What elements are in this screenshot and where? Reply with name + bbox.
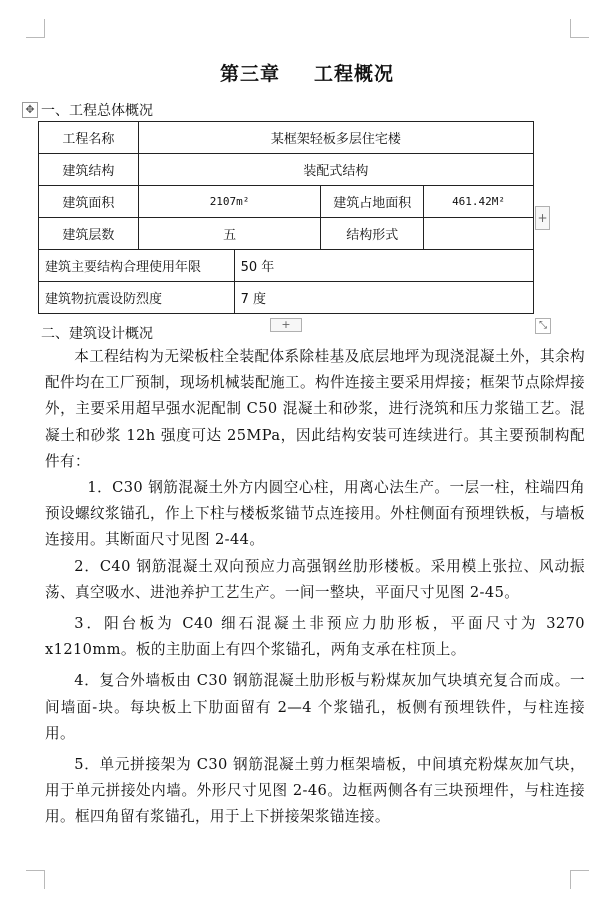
table-cell-value[interactable]: 50 年 — [234, 250, 533, 282]
table-resize-icon[interactable]: ⤡ — [535, 318, 551, 334]
table-cell-label[interactable]: 建筑占地面积 — [321, 186, 424, 218]
table-cell-value[interactable]: 461.42M² — [424, 186, 534, 218]
design-description — [45, 344, 585, 831]
table-move-handle-icon[interactable]: ✥ — [22, 102, 38, 118]
list-item: 5．单元拼接架为 C30 钢筋混凝土剪力框架墙板，中间填充粉煤灰加气块，用于单元拼接处内墙。外形尺寸见图 2-46。边框两侧各有三块预埋件，与柱连接用。框四角留有浆锚孔，用于上下拼接架浆锚连接。 — [45, 756, 585, 826]
list-item: 3．阳台板为 C40 细石混凝土非预应力肋形板，平面尺寸为 3270 x1210mm。板的主肋面上有四个浆锚孔，两角支承在柱顶上。 — [45, 615, 585, 659]
table-cell-value[interactable] — [424, 218, 534, 250]
table-cell-value[interactable]: 五 — [138, 218, 321, 250]
page-corner-mark-bottom-left — [26, 870, 45, 889]
table-row — [39, 186, 534, 218]
list-item: 2．C40 钢筋混凝土双向预应力高强钢丝肋形楼板。采用模上张拉、风动振荡、真空吸水、进池养护工艺生产。一间一整块，平面尺寸见图 2-45。 — [45, 557, 585, 601]
table-row — [39, 218, 534, 250]
table-cell-label[interactable]: 建筑结构 — [39, 154, 139, 186]
table-row — [39, 122, 534, 154]
project-info-table — [38, 121, 534, 314]
table-cell-value[interactable]: 2107m² — [138, 186, 321, 218]
chapter-name: 工程概况 — [314, 63, 395, 85]
table-cell-value[interactable]: 装配式结构 — [138, 154, 533, 186]
table-row — [39, 250, 534, 282]
section-heading-design: 二、建筑设计概况 — [41, 326, 153, 342]
table-cell-label[interactable]: 建筑物抗震设防烈度 — [39, 282, 235, 314]
section-heading-overview: 一、工程总体概况 — [41, 103, 153, 119]
table-cell-label[interactable]: 建筑层数 — [39, 218, 139, 250]
paragraph-intro: 本工程结构为无梁板柱全装配体系除桂基及底层地坪为现浇混凝土外，其余构配件均在工厂预制，现场机械装配施工。构件连接主要采用焊接；框架节点除焊接外，主要采用超早强水泥配制 C50 混凝土和砂浆，进行浇筑和压力浆锚工艺。混凝土和砂浆 12h 强度可达 25MPa，因此结构安装可连续进行。其主要预制构配件有： — [45, 348, 585, 470]
page-corner-mark-top-right — [570, 19, 589, 38]
table-cell-value[interactable]: 7 度 — [234, 282, 533, 314]
table-cell-label[interactable]: 建筑面积 — [39, 186, 139, 218]
chapter-title — [0, 59, 614, 86]
chapter-number: 第三章 — [219, 63, 280, 85]
table-cell-value[interactable]: 某框架轻板多层住宅楼 — [138, 122, 533, 154]
add-column-icon[interactable]: + — [535, 206, 550, 230]
add-row-icon[interactable]: + — [270, 318, 302, 332]
table-row — [39, 282, 534, 314]
list-item: 4．复合外墙板由 C30 钢筋混凝土肋形板与粉煤灰加气块填充复合而成。一间墙面-块。每块板上下肋面留有 2—4 个浆锚孔，板侧有预埋铁件，与柱连接用。 — [45, 672, 585, 742]
table-cell-label[interactable]: 建筑主要结构合理使用年限 — [39, 250, 235, 282]
list-item: 1．C30 钢筋混凝土外方内圆空心柱，用离心法生产。一层一柱，柱端四角预设螺纹浆锚孔，作上下柱与楼板浆锚节点连接用。外柱侧面有预埋铁板，与墙板连接用。其断面尺寸见图 2-44。 — [45, 479, 585, 549]
table-row — [39, 154, 534, 186]
page-corner-mark-bottom-right — [570, 870, 589, 889]
table-cell-label[interactable]: 工程名称 — [39, 122, 139, 154]
table-cell-label[interactable]: 结构形式 — [321, 218, 424, 250]
page-corner-mark-top-left — [26, 19, 45, 38]
